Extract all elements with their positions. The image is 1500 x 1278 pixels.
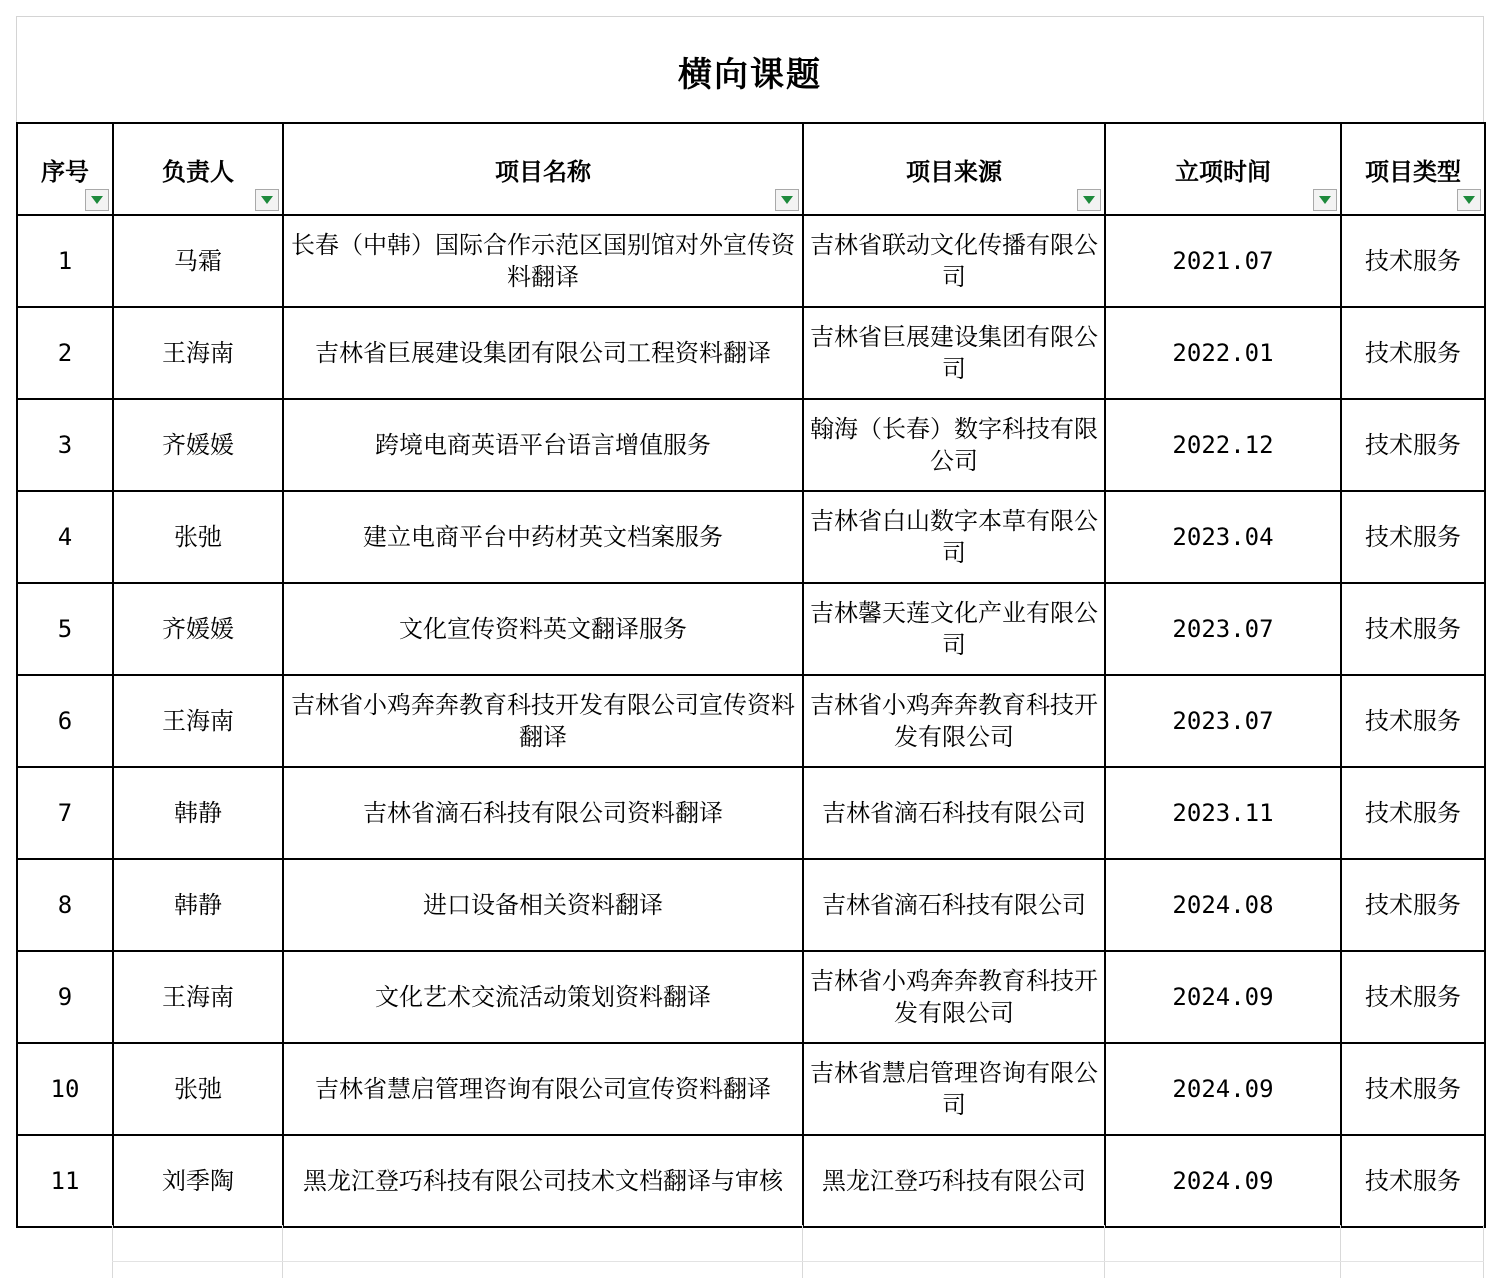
gridline [112, 1225, 113, 1278]
cell-leader[interactable]: 王海南 [113, 307, 283, 399]
cell-date[interactable]: 2023.07 [1105, 675, 1341, 767]
cell-source[interactable]: 吉林省联动文化传播有限公司 [803, 215, 1105, 307]
cell-date[interactable]: 2022.12 [1105, 399, 1341, 491]
cell-type[interactable]: 技术服务 [1341, 675, 1485, 767]
cell-name[interactable]: 吉林省小鸡奔奔教育科技开发有限公司宣传资料翻译 [283, 675, 803, 767]
cell-type[interactable]: 技术服务 [1341, 583, 1485, 675]
table-row [17, 491, 1485, 583]
sheet-title: 横向课题 [678, 55, 822, 95]
cell-type[interactable]: 技术服务 [1341, 307, 1485, 399]
column-header-label: 负责人 [162, 157, 234, 186]
cell-type[interactable]: 技术服务 [1341, 951, 1485, 1043]
cell-source[interactable]: 吉林省巨展建设集团有限公司 [803, 307, 1105, 399]
cell-name[interactable]: 长春（中韩）国际合作示范区国别馆对外宣传资料翻译 [283, 215, 803, 307]
column-header-label: 序号 [41, 157, 89, 186]
cell-no[interactable]: 7 [17, 767, 113, 859]
cell-name[interactable]: 文化宣传资料英文翻译服务 [283, 583, 803, 675]
cell-date[interactable]: 2023.11 [1105, 767, 1341, 859]
cell-name[interactable]: 黑龙江登巧科技有限公司技术文档翻译与审核 [283, 1135, 803, 1227]
gridline [802, 1225, 803, 1278]
title-cell[interactable] [16, 16, 1484, 122]
column-header-type[interactable] [1341, 123, 1485, 215]
cell-no[interactable]: 6 [17, 675, 113, 767]
gridline [112, 1261, 1484, 1262]
cell-type[interactable]: 技术服务 [1341, 859, 1485, 951]
cell-type[interactable]: 技术服务 [1341, 215, 1485, 307]
filter-dropdown-icon[interactable] [1313, 189, 1337, 211]
filter-dropdown-icon[interactable] [1457, 189, 1481, 211]
cell-source[interactable]: 吉林省滴石科技有限公司 [803, 859, 1105, 951]
filter-dropdown-icon[interactable] [1077, 189, 1101, 211]
table-row [17, 399, 1485, 491]
cell-date[interactable]: 2021.07 [1105, 215, 1341, 307]
cell-type[interactable]: 技术服务 [1341, 399, 1485, 491]
cell-source[interactable]: 吉林省白山数字本草有限公司 [803, 491, 1105, 583]
cell-name[interactable]: 建立电商平台中药材英文档案服务 [283, 491, 803, 583]
cell-no[interactable]: 1 [17, 215, 113, 307]
cell-type[interactable]: 技术服务 [1341, 767, 1485, 859]
column-header-label: 项目类型 [1365, 157, 1461, 186]
cell-leader[interactable]: 马霜 [113, 215, 283, 307]
column-header-leader[interactable] [113, 123, 283, 215]
gridline [1483, 1225, 1484, 1278]
cell-source[interactable]: 吉林馨天莲文化产业有限公司 [803, 583, 1105, 675]
spreadsheet [16, 16, 1484, 1225]
cell-no[interactable]: 11 [17, 1135, 113, 1227]
cell-name[interactable]: 跨境电商英语平台语言增值服务 [283, 399, 803, 491]
column-header-label: 项目来源 [906, 157, 1002, 186]
cell-date[interactable]: 2024.08 [1105, 859, 1341, 951]
cell-leader[interactable]: 王海南 [113, 951, 283, 1043]
cell-date[interactable]: 2023.04 [1105, 491, 1341, 583]
table-row [17, 1135, 1485, 1227]
cell-leader[interactable]: 王海南 [113, 675, 283, 767]
cell-date[interactable]: 2024.09 [1105, 1043, 1341, 1135]
cell-leader[interactable]: 张弛 [113, 491, 283, 583]
filter-dropdown-icon[interactable] [85, 189, 109, 211]
cell-leader[interactable]: 韩静 [113, 767, 283, 859]
cell-leader[interactable]: 齐媛媛 [113, 583, 283, 675]
cell-type[interactable]: 技术服务 [1341, 1043, 1485, 1135]
cell-leader[interactable]: 齐媛媛 [113, 399, 283, 491]
header-row [17, 123, 1485, 215]
cell-source[interactable]: 黑龙江登巧科技有限公司 [803, 1135, 1105, 1227]
column-header-source[interactable] [803, 123, 1105, 215]
cell-name[interactable]: 吉林省滴石科技有限公司资料翻译 [283, 767, 803, 859]
cell-leader[interactable]: 张弛 [113, 1043, 283, 1135]
cell-date[interactable]: 2022.01 [1105, 307, 1341, 399]
cell-no[interactable]: 4 [17, 491, 113, 583]
table-row [17, 583, 1485, 675]
cell-leader[interactable]: 韩静 [113, 859, 283, 951]
cell-no[interactable]: 10 [17, 1043, 113, 1135]
table-row [17, 767, 1485, 859]
gridline [282, 1225, 283, 1278]
cell-date[interactable]: 2024.09 [1105, 951, 1341, 1043]
gridline [1340, 1225, 1341, 1278]
gridline [1104, 1225, 1105, 1278]
table-row [17, 307, 1485, 399]
empty-grid-area [16, 1225, 1484, 1278]
project-table [16, 122, 1486, 1228]
column-header-label: 立项时间 [1175, 157, 1271, 186]
cell-no[interactable]: 2 [17, 307, 113, 399]
cell-source[interactable]: 吉林省小鸡奔奔教育科技开发有限公司 [803, 675, 1105, 767]
cell-date[interactable]: 2024.09 [1105, 1135, 1341, 1227]
cell-source[interactable]: 吉林省慧启管理咨询有限公司 [803, 1043, 1105, 1135]
cell-name[interactable]: 吉林省慧启管理咨询有限公司宣传资料翻译 [283, 1043, 803, 1135]
column-header-date[interactable] [1105, 123, 1341, 215]
table-row [17, 859, 1485, 951]
cell-no[interactable]: 9 [17, 951, 113, 1043]
cell-name[interactable]: 进口设备相关资料翻译 [283, 859, 803, 951]
column-header-name[interactable] [283, 123, 803, 215]
cell-date[interactable]: 2023.07 [1105, 583, 1341, 675]
table-row [17, 215, 1485, 307]
cell-type[interactable]: 技术服务 [1341, 1135, 1485, 1227]
column-header-label: 项目名称 [495, 157, 591, 186]
cell-type[interactable]: 技术服务 [1341, 491, 1485, 583]
cell-source[interactable]: 翰海（长春）数字科技有限公司 [803, 399, 1105, 491]
cell-no[interactable]: 8 [17, 859, 113, 951]
cell-source[interactable]: 吉林省滴石科技有限公司 [803, 767, 1105, 859]
cell-no[interactable]: 5 [17, 583, 113, 675]
cell-no[interactable]: 3 [17, 399, 113, 491]
filter-dropdown-icon[interactable] [775, 189, 799, 211]
table-row [17, 1043, 1485, 1135]
cell-name[interactable]: 吉林省巨展建设集团有限公司工程资料翻译 [283, 307, 803, 399]
table-row [17, 675, 1485, 767]
cell-source[interactable]: 吉林省小鸡奔奔教育科技开发有限公司 [803, 951, 1105, 1043]
filter-dropdown-icon[interactable] [255, 189, 279, 211]
cell-leader[interactable]: 刘季陶 [113, 1135, 283, 1227]
cell-name[interactable]: 文化艺术交流活动策划资料翻译 [283, 951, 803, 1043]
column-header-no[interactable] [17, 123, 113, 215]
table-row [17, 951, 1485, 1043]
